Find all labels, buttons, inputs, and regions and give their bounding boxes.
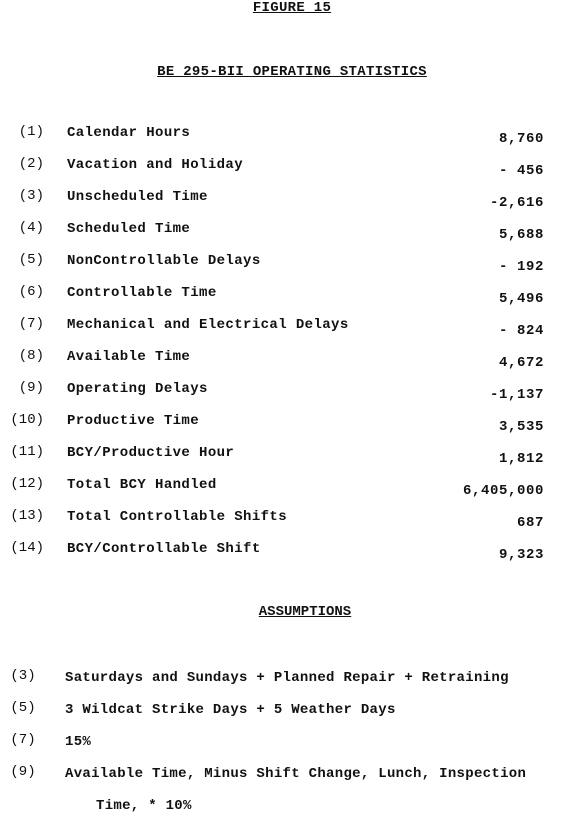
stat-number: (1) bbox=[18, 124, 44, 140]
stat-value: - 456 bbox=[498, 163, 544, 179]
assumption-text: Saturdays and Sundays + Planned Repair + Retraining bbox=[65, 670, 509, 686]
stat-label: Unscheduled Time bbox=[67, 189, 208, 205]
stat-row-noncontrollable-delays bbox=[0, 252, 584, 284]
stat-value: 4,672 bbox=[498, 355, 544, 371]
statistics-list bbox=[0, 124, 584, 572]
stat-label: Operating Delays bbox=[67, 381, 208, 397]
stat-number: (4) bbox=[18, 220, 44, 236]
stat-row-controllable-time bbox=[0, 284, 584, 316]
stat-number: (7) bbox=[18, 316, 44, 332]
stat-label: Total Controllable Shifts bbox=[67, 509, 288, 525]
figure-title: FIGURE 15 bbox=[252, 0, 332, 16]
stat-number: (9) bbox=[18, 380, 44, 396]
assumption-item bbox=[0, 732, 584, 764]
stat-row-scheduled-time bbox=[0, 220, 584, 252]
stat-label: Available Time bbox=[67, 349, 191, 365]
assumption-item bbox=[0, 764, 584, 814]
stat-label: Mechanical and Electrical Delays bbox=[67, 317, 349, 333]
stat-row-total-controllable-shifts bbox=[0, 508, 584, 540]
stat-row-operating-delays bbox=[0, 380, 584, 412]
stat-value: - 824 bbox=[498, 323, 544, 339]
stat-label: NonControllable Delays bbox=[67, 253, 261, 269]
assumption-text-continued: Time, * 10% bbox=[96, 798, 192, 814]
stat-row-productive-time bbox=[0, 412, 584, 444]
assumption-number: (7) bbox=[10, 732, 36, 748]
stat-label: Vacation and Holiday bbox=[67, 157, 244, 173]
stat-number: (2) bbox=[18, 156, 44, 172]
stat-value: 5,496 bbox=[498, 291, 544, 307]
stat-number: (14) bbox=[10, 540, 44, 556]
assumptions-heading: ASSUMPTIONS bbox=[258, 604, 352, 620]
page-title: BE 295-BII OPERATING STATISTICS bbox=[157, 64, 427, 80]
stat-value: 9,323 bbox=[498, 547, 544, 563]
assumption-text: Available Time, Minus Shift Change, Lunch, Inspection bbox=[65, 766, 527, 782]
stat-value: 3,535 bbox=[498, 419, 544, 435]
stat-label: BCY/Productive Hour bbox=[67, 445, 235, 461]
stat-row-total-bcy-handled bbox=[0, 476, 584, 508]
stat-row-vacation-holiday bbox=[0, 156, 584, 188]
stat-number: (5) bbox=[18, 252, 44, 268]
stat-value: 8,760 bbox=[498, 131, 544, 147]
stat-value: -2,616 bbox=[489, 195, 544, 211]
stat-value: 6,405,000 bbox=[462, 483, 544, 499]
stat-row-bcy-productive-hour bbox=[0, 444, 584, 476]
stat-value: 5,688 bbox=[498, 227, 544, 243]
stat-number: (11) bbox=[10, 444, 44, 460]
stat-label: Calendar Hours bbox=[67, 125, 191, 141]
stat-value: 687 bbox=[516, 515, 544, 531]
stat-number: (13) bbox=[10, 508, 44, 524]
stat-row-bcy-controllable-shift bbox=[0, 540, 584, 572]
stat-label: Productive Time bbox=[67, 413, 200, 429]
stat-label: BCY/Controllable Shift bbox=[67, 541, 261, 557]
stat-number: (3) bbox=[18, 188, 44, 204]
stat-row-unscheduled-time bbox=[0, 188, 584, 220]
assumption-text: 3 Wildcat Strike Days + 5 Weather Days bbox=[65, 702, 396, 718]
stat-number: (12) bbox=[10, 476, 44, 492]
assumptions-list bbox=[0, 668, 584, 814]
stat-row-mechanical-electrical-delays bbox=[0, 316, 584, 348]
stat-label: Scheduled Time bbox=[67, 221, 191, 237]
stat-value: -1,137 bbox=[489, 387, 544, 403]
assumption-item bbox=[0, 700, 584, 732]
stat-row-calendar-hours bbox=[0, 124, 584, 156]
stat-value: - 192 bbox=[498, 259, 544, 275]
assumption-number: (5) bbox=[10, 700, 36, 716]
stat-row-available-time bbox=[0, 348, 584, 380]
assumption-item bbox=[0, 668, 584, 700]
assumption-number: (9) bbox=[10, 764, 36, 780]
assumption-number: (3) bbox=[10, 668, 36, 684]
stat-number: (6) bbox=[18, 284, 44, 300]
stat-value: 1,812 bbox=[498, 451, 544, 467]
stat-number: (10) bbox=[10, 412, 44, 428]
assumption-text: 15% bbox=[65, 734, 92, 750]
stat-label: Controllable Time bbox=[67, 285, 217, 301]
stat-number: (8) bbox=[18, 348, 44, 364]
stat-label: Total BCY Handled bbox=[67, 477, 217, 493]
